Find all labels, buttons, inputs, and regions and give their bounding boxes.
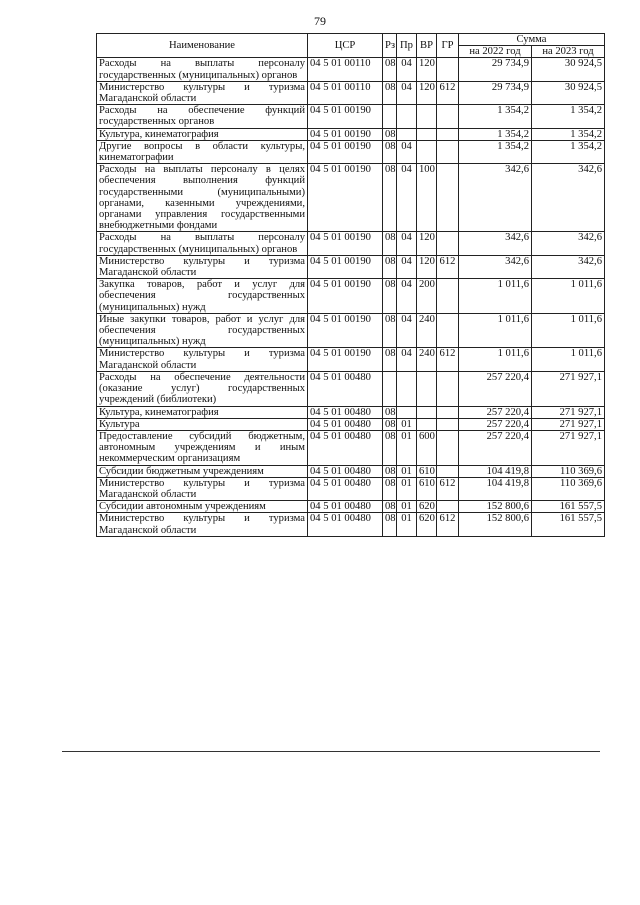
row-vr: 600 (417, 430, 437, 465)
row-name: Министерство культуры и туризма Магаданской области (97, 348, 308, 371)
row-sum-2022: 1 354,2 (459, 105, 532, 128)
row-rz: 08 (383, 279, 397, 314)
row-rz: 08 (383, 513, 397, 536)
row-rz: 08 (383, 81, 397, 104)
row-sum-2022: 1 011,6 (459, 348, 532, 371)
row-sum-2023: 271 927,1 (532, 371, 605, 406)
row-rz: 08 (383, 430, 397, 465)
row-gr (437, 164, 459, 232)
row-rz (383, 371, 397, 406)
row-gr (437, 406, 459, 418)
table-row (97, 465, 605, 477)
row-sum-2022: 257 220,4 (459, 430, 532, 465)
row-rz: 08 (383, 418, 397, 430)
row-name: Расходы на выплаты персоналу государственных (муниципальных) органов (97, 58, 308, 81)
table-row (97, 348, 605, 371)
row-sum-2023: 161 557,5 (532, 501, 605, 513)
table-row (97, 255, 605, 278)
row-sum-2023: 1 354,2 (532, 128, 605, 140)
table-row (97, 501, 605, 513)
row-pr (397, 105, 417, 128)
row-csr: 04 5 01 00110 (308, 58, 383, 81)
row-csr: 04 5 01 00190 (308, 164, 383, 232)
row-rz: 08 (383, 255, 397, 278)
header-gr: ГР (437, 34, 459, 58)
row-pr: 04 (397, 140, 417, 163)
table-row (97, 371, 605, 406)
table-row (97, 406, 605, 418)
row-sum-2023: 110 369,6 (532, 465, 605, 477)
row-name: Другие вопросы в области культуры, кинематографии (97, 140, 308, 163)
table-row (97, 513, 605, 536)
table-row (97, 313, 605, 348)
row-rz: 08 (383, 465, 397, 477)
row-sum-2022: 342,6 (459, 255, 532, 278)
row-csr: 04 5 01 00190 (308, 255, 383, 278)
row-vr: 610 (417, 465, 437, 477)
row-gr (437, 418, 459, 430)
row-pr (397, 128, 417, 140)
footer-divider (62, 751, 600, 752)
row-name: Культура (97, 418, 308, 430)
row-pr: 04 (397, 164, 417, 232)
row-name: Расходы на обеспечение функций государственных органов (97, 105, 308, 128)
table-row (97, 164, 605, 232)
row-vr (417, 140, 437, 163)
row-sum-2023: 271 927,1 (532, 418, 605, 430)
table-row (97, 58, 605, 81)
row-name: Закупка товаров, работ и услуг для обеспечения государственных (муниципальных) нужд (97, 279, 308, 314)
row-sum-2023: 30 924,5 (532, 81, 605, 104)
budget-table (96, 33, 605, 537)
row-pr (397, 406, 417, 418)
row-rz: 08 (383, 313, 397, 348)
header-year-2023: на 2023 год (532, 46, 605, 58)
row-csr: 04 5 01 00190 (308, 232, 383, 255)
table-row (97, 477, 605, 500)
row-rz: 08 (383, 406, 397, 418)
row-vr (417, 406, 437, 418)
row-name: Расходы на обеспечение деятельности (оказание услуг) государственных учреждений (библиотеки) (97, 371, 308, 406)
row-csr: 04 5 01 00480 (308, 430, 383, 465)
row-sum-2022: 1 011,6 (459, 279, 532, 314)
row-pr: 04 (397, 58, 417, 81)
table-row (97, 105, 605, 128)
row-gr: 612 (437, 255, 459, 278)
row-gr (437, 105, 459, 128)
row-sum-2022: 257 220,4 (459, 371, 532, 406)
row-sum-2023: 1 011,6 (532, 279, 605, 314)
row-rz: 08 (383, 477, 397, 500)
row-pr: 01 (397, 501, 417, 513)
row-csr: 04 5 01 00190 (308, 140, 383, 163)
row-pr: 04 (397, 348, 417, 371)
row-rz: 08 (383, 58, 397, 81)
row-csr: 04 5 01 00190 (308, 313, 383, 348)
row-vr: 120 (417, 81, 437, 104)
row-gr (437, 501, 459, 513)
row-pr: 04 (397, 255, 417, 278)
row-csr: 04 5 01 00480 (308, 513, 383, 536)
row-sum-2022: 152 800,6 (459, 501, 532, 513)
header-csr: ЦСР (308, 34, 383, 58)
row-vr (417, 418, 437, 430)
row-vr: 120 (417, 255, 437, 278)
row-gr (437, 58, 459, 81)
row-csr: 04 5 01 00190 (308, 279, 383, 314)
row-sum-2023: 271 927,1 (532, 406, 605, 418)
header-name: Наименование (97, 34, 308, 58)
row-vr: 610 (417, 477, 437, 500)
table-row (97, 279, 605, 314)
row-sum-2023: 342,6 (532, 255, 605, 278)
row-vr (417, 105, 437, 128)
row-gr (437, 279, 459, 314)
row-sum-2023: 342,6 (532, 164, 605, 232)
row-csr: 04 5 01 00190 (308, 348, 383, 371)
row-sum-2023: 110 369,6 (532, 477, 605, 500)
row-gr (437, 371, 459, 406)
row-name: Иные закупки товаров, работ и услуг для обеспечения государственных (муниципальных) нужд (97, 313, 308, 348)
row-name: Министерство культуры и туризма Магаданской области (97, 81, 308, 104)
row-sum-2022: 29 734,9 (459, 81, 532, 104)
row-sum-2022: 342,6 (459, 232, 532, 255)
row-pr: 04 (397, 313, 417, 348)
row-rz: 08 (383, 128, 397, 140)
row-sum-2022: 257 220,4 (459, 418, 532, 430)
row-rz: 08 (383, 164, 397, 232)
row-gr (437, 140, 459, 163)
row-csr: 04 5 01 00480 (308, 371, 383, 406)
row-sum-2022: 257 220,4 (459, 406, 532, 418)
table-row (97, 430, 605, 465)
row-sum-2023: 30 924,5 (532, 58, 605, 81)
row-sum-2023: 342,6 (532, 232, 605, 255)
row-gr (437, 313, 459, 348)
row-name: Субсидии бюджетным учреждениям (97, 465, 308, 477)
row-pr: 04 (397, 81, 417, 104)
row-csr: 04 5 01 00480 (308, 406, 383, 418)
row-pr: 01 (397, 430, 417, 465)
row-vr: 100 (417, 164, 437, 232)
row-pr: 04 (397, 232, 417, 255)
row-csr: 04 5 01 00480 (308, 418, 383, 430)
row-name: Субсидии автономным учреждениям (97, 501, 308, 513)
row-csr: 04 5 01 00110 (308, 81, 383, 104)
table-row (97, 128, 605, 140)
row-sum-2023: 161 557,5 (532, 513, 605, 536)
row-vr: 120 (417, 58, 437, 81)
row-sum-2022: 1 354,2 (459, 140, 532, 163)
row-gr: 612 (437, 513, 459, 536)
table-row (97, 418, 605, 430)
row-name: Культура, кинематография (97, 128, 308, 140)
row-name: Министерство культуры и туризма Магаданской области (97, 255, 308, 278)
row-sum-2023: 1 354,2 (532, 140, 605, 163)
header-year-2022: на 2022 год (459, 46, 532, 58)
row-csr: 04 5 01 00190 (308, 128, 383, 140)
row-sum-2023: 1 354,2 (532, 105, 605, 128)
row-gr (437, 128, 459, 140)
row-sum-2022: 104 419,8 (459, 477, 532, 500)
row-gr (437, 232, 459, 255)
row-rz: 08 (383, 232, 397, 255)
page-number: 79 (314, 14, 326, 28)
row-name: Расходы на выплаты персоналу государственных (муниципальных) органов (97, 232, 308, 255)
row-pr: 01 (397, 513, 417, 536)
row-vr: 620 (417, 513, 437, 536)
row-csr: 04 5 01 00480 (308, 501, 383, 513)
row-sum-2023: 271 927,1 (532, 430, 605, 465)
row-name: Культура, кинематография (97, 406, 308, 418)
row-vr: 240 (417, 313, 437, 348)
row-vr (417, 371, 437, 406)
row-gr (437, 430, 459, 465)
row-gr (437, 465, 459, 477)
row-sum-2023: 1 011,6 (532, 313, 605, 348)
table-body (97, 58, 605, 536)
row-name: Министерство культуры и туризма Магаданской области (97, 477, 308, 500)
row-sum-2022: 1 011,6 (459, 313, 532, 348)
row-gr: 612 (437, 348, 459, 371)
row-gr: 612 (437, 477, 459, 500)
row-csr: 04 5 01 00190 (308, 105, 383, 128)
row-rz (383, 105, 397, 128)
row-rz: 08 (383, 501, 397, 513)
row-vr: 620 (417, 501, 437, 513)
header-rz: Рз (383, 34, 397, 58)
row-name: Министерство культуры и туризма Магаданской области (97, 513, 308, 536)
header-sum: Сумма (459, 34, 605, 46)
row-sum-2022: 104 419,8 (459, 465, 532, 477)
row-vr: 200 (417, 279, 437, 314)
table-row (97, 140, 605, 163)
row-sum-2022: 29 734,9 (459, 58, 532, 81)
row-vr: 120 (417, 232, 437, 255)
row-pr: 04 (397, 279, 417, 314)
table-row (97, 232, 605, 255)
row-pr: 01 (397, 477, 417, 500)
row-pr: 01 (397, 465, 417, 477)
row-csr: 04 5 01 00480 (308, 465, 383, 477)
row-pr (397, 371, 417, 406)
header-pr: Пр (397, 34, 417, 58)
row-vr: 240 (417, 348, 437, 371)
row-rz: 08 (383, 348, 397, 371)
header-vr: ВР (417, 34, 437, 58)
row-sum-2022: 152 800,6 (459, 513, 532, 536)
row-pr: 01 (397, 418, 417, 430)
header-row-top (97, 34, 605, 46)
row-sum-2022: 1 354,2 (459, 128, 532, 140)
table-row (97, 81, 605, 104)
row-gr: 612 (437, 81, 459, 104)
row-csr: 04 5 01 00480 (308, 477, 383, 500)
row-sum-2023: 1 011,6 (532, 348, 605, 371)
row-sum-2022: 342,6 (459, 164, 532, 232)
row-rz: 08 (383, 140, 397, 163)
row-vr (417, 128, 437, 140)
row-name: Предоставление субсидий бюджетным, автономным учреждениям и иным некоммерческим организациям (97, 430, 308, 465)
row-name: Расходы на выплаты персоналу в целях обеспечения выполнения функций государственными (муниципальными) органами, казенными учреждениями, органами управления государственными внебюджетными фондами (97, 164, 308, 232)
